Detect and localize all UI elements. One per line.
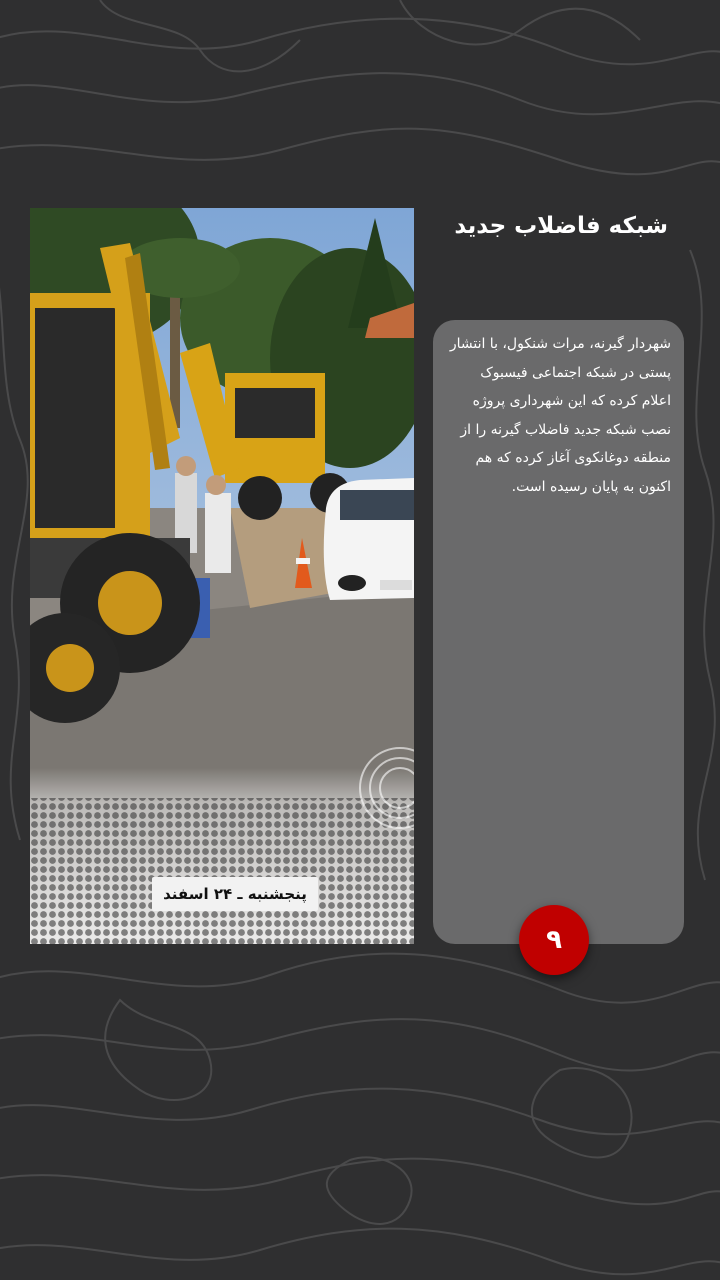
post-title: شبکه فاضلاب جدید: [454, 213, 668, 239]
news-photo: [30, 208, 414, 944]
post-body: شهردار گیرنه، مرات شنکول، با انتشار پستی در شبکه اجتماعی فیسبوک اعلام کرده که این شهرداری پروژه نصب شبکه جدید فاضلاب گیرنه را از منطقه دوغانکوی آغاز کرده که هم اکنون به پایان رسیده است.: [449, 336, 671, 495]
page-number-badge: ۹: [519, 905, 589, 975]
date-label: پنجشنبه ـ ۲۴ اسفند: [152, 877, 318, 911]
